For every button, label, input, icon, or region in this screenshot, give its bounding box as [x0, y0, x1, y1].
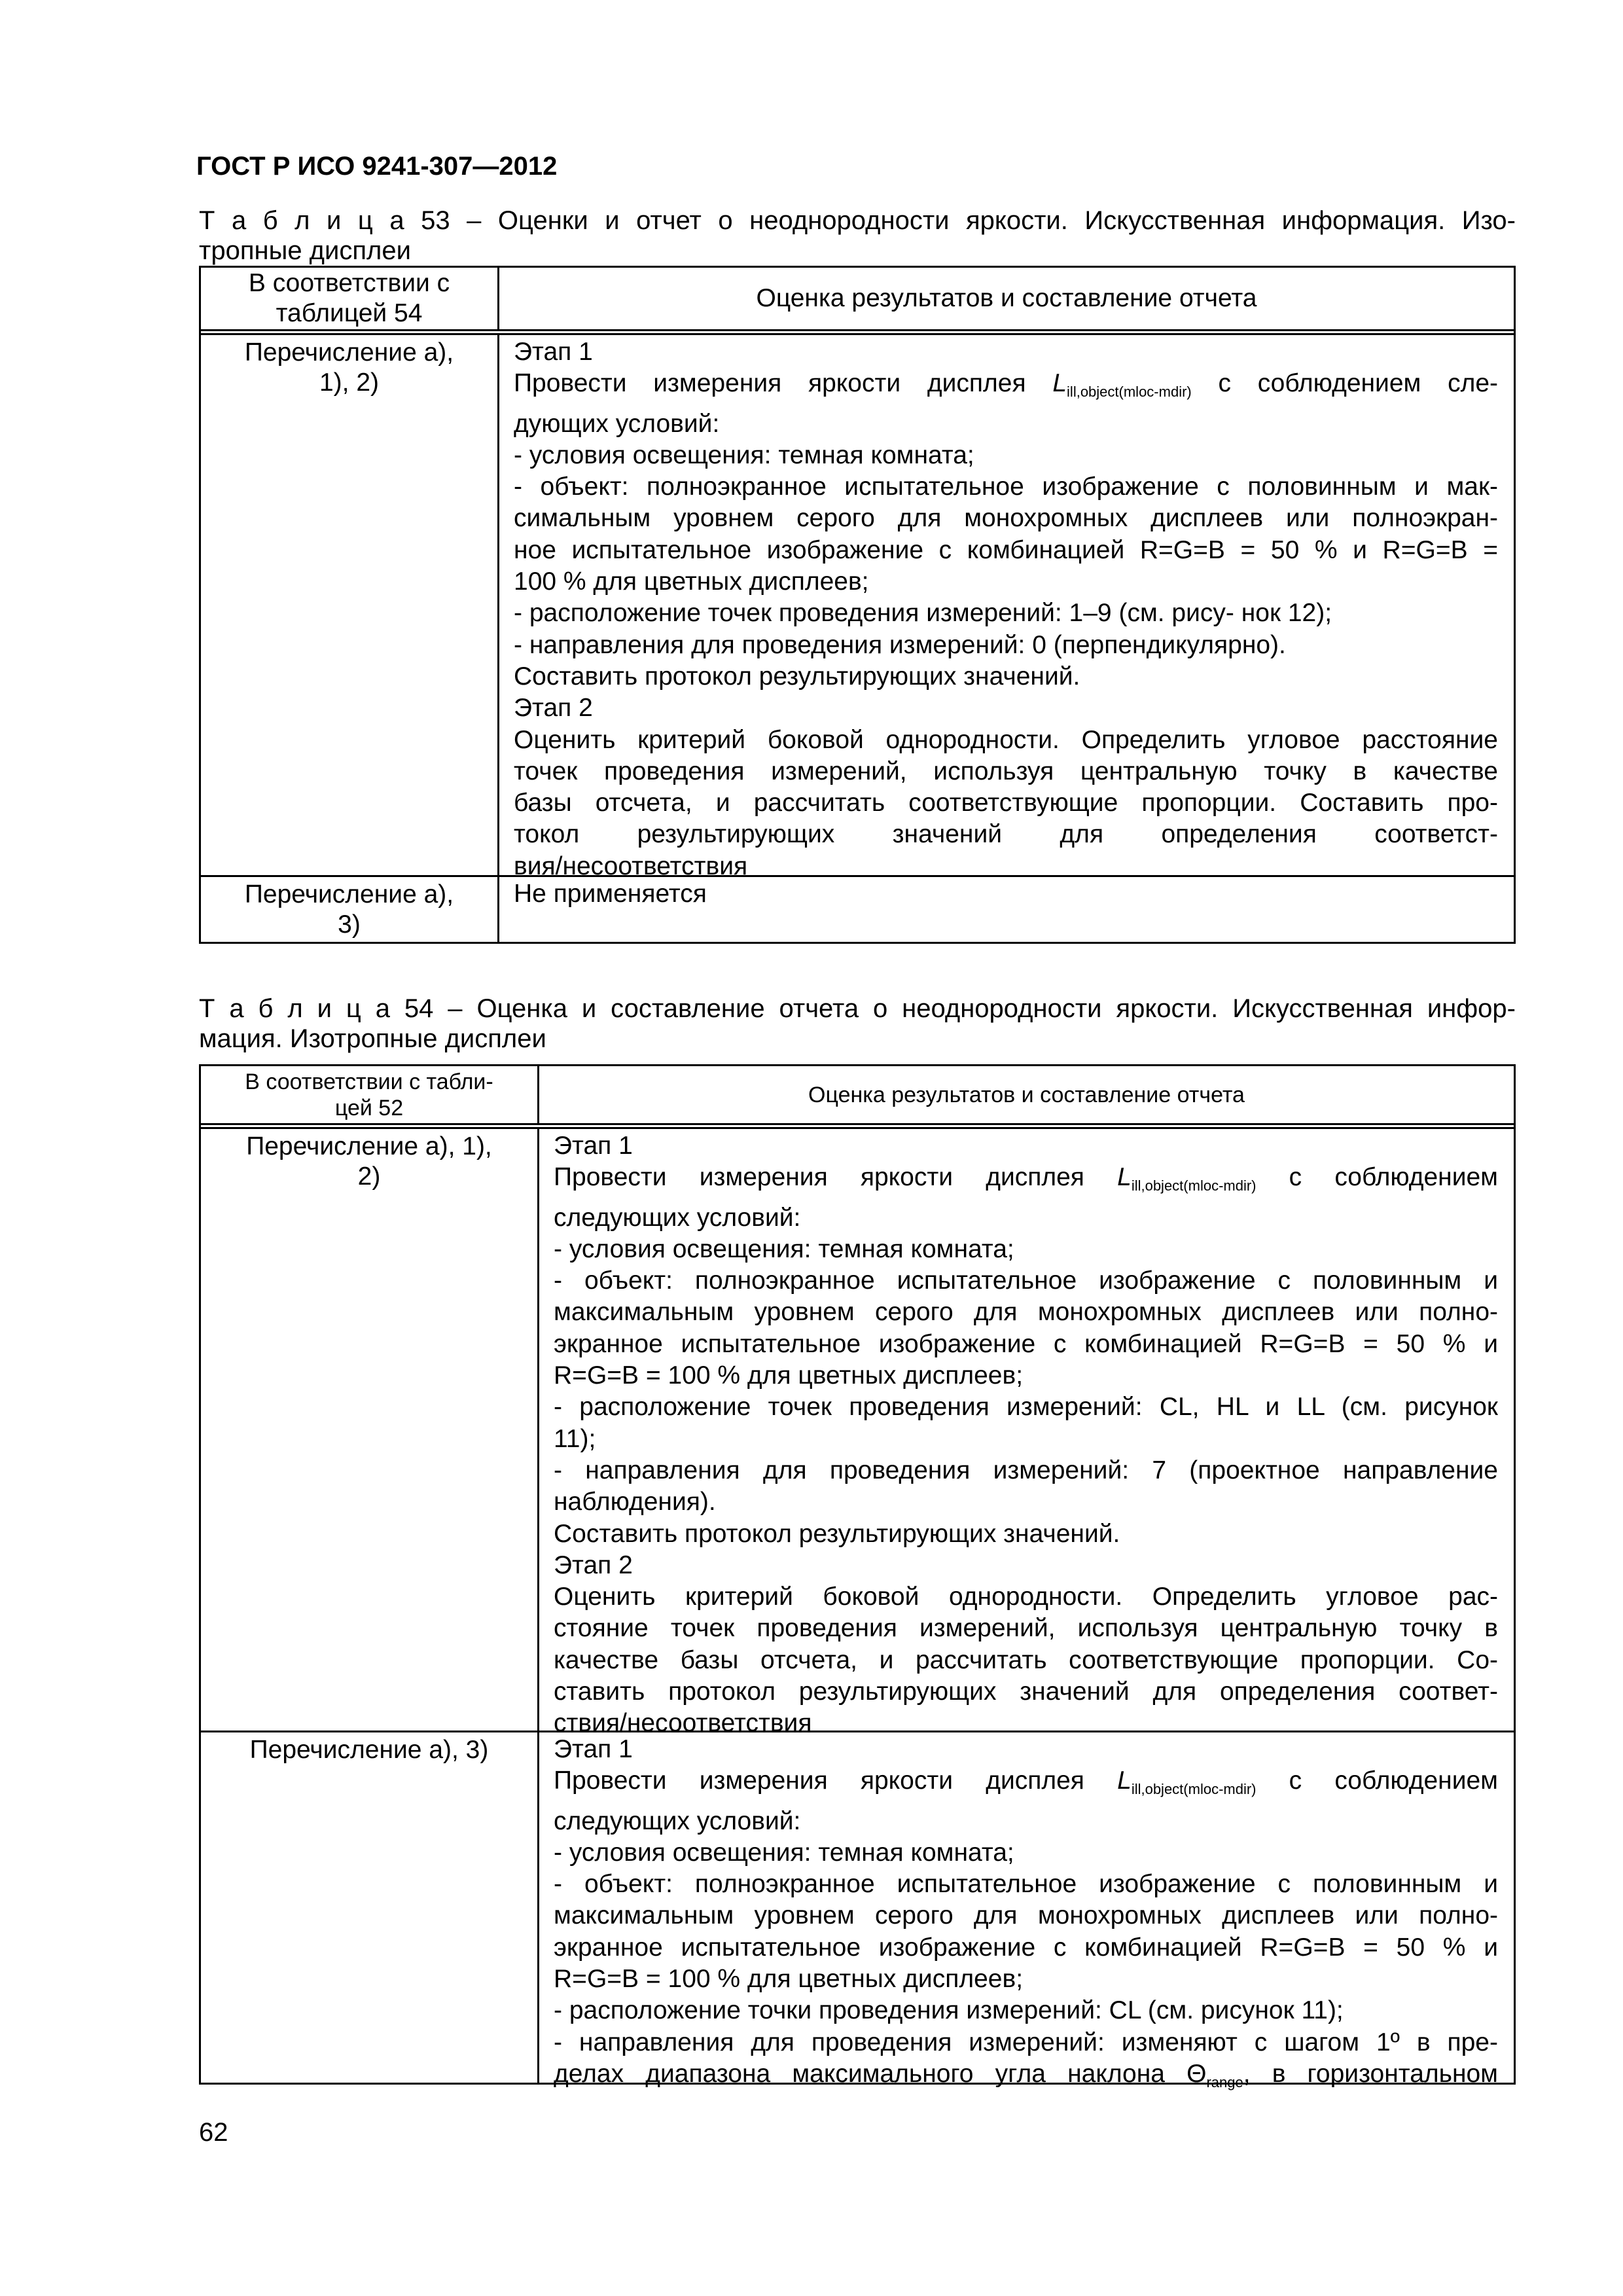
text-segment: с соблюдением [1256, 1767, 1498, 1795]
text-segment: , в горизонтальном [1243, 2059, 1498, 2088]
table-row [201, 1129, 1514, 1738]
text-line: - направления для проведения измерений: 0 (перпендикулярно). [514, 630, 1286, 659]
reference-text: 2) [357, 1162, 381, 1191]
text-line: Этап 2 [554, 1551, 633, 1579]
text-line: следующих условий: [554, 1806, 801, 1835]
text-line: - расположение точек проведения измерений: 1–9 (см. рису- нок 12); [514, 599, 1332, 628]
text-segment: Провести измерения яркости дисплея [554, 1767, 1118, 1795]
reference-text: Перечисление а), [244, 880, 454, 908]
text-line: наблюдения). [554, 1488, 716, 1516]
table-54 [199, 1064, 1516, 2090]
reference-text: Перечисление а), 1), [246, 1132, 492, 1160]
text-segment: с соблюдением сле- [1191, 369, 1499, 398]
text-line: стояние точек проведения измерений, используя центральную точку в [554, 1614, 1498, 1643]
text-line [554, 1765, 1498, 1805]
text-line: качестве базы отсчета, и рассчитать соответствующие пропорции. Со- [554, 1645, 1498, 1674]
caption-line: тропные дисплеи [199, 236, 411, 265]
table-row [201, 1732, 1514, 2090]
evaluation-cell [499, 877, 1514, 942]
text-line: экранное испытательное изображение с комбинацией R=G=B = 50 % и [554, 1329, 1498, 1358]
text-segment: с соблюдением [1256, 1163, 1498, 1192]
table-53-caption [199, 206, 1516, 266]
table-row [201, 335, 1514, 880]
text-line: - объект: полноэкранное испытательное изображение с половинным и [554, 1870, 1498, 1899]
symbol: L [1117, 1767, 1132, 1795]
text-line: - направления для проведения измерений: изменяют с шагом 1º в пре- [554, 2028, 1498, 2056]
col2-header: Оценка результатов и составление отчета [756, 283, 1257, 312]
text-line: - условия освещения: темная комната; [514, 440, 974, 469]
text-line: симальным уровнем серого для монохромных дисплеев или полноэкран- [514, 504, 1498, 533]
evaluation-cell [539, 1732, 1514, 2090]
symbol: L [1052, 369, 1067, 398]
subscript: ill,object(mloc-mdir) [1131, 1781, 1257, 1798]
document-header: ГОСТ Р ИСО 9241-307—2012 [196, 152, 558, 181]
text-line: экранное испытательное изображение с комбинацией R=G=B = 50 % и [554, 1933, 1498, 1962]
text-line [514, 368, 1498, 408]
page-number: 62 [199, 2118, 228, 2147]
text-line: токол результирующих значений для определения соответст- [514, 820, 1498, 849]
text-line: 100 % для цветных дисплеев; [514, 567, 869, 596]
text-segment: Провести измерения яркости дисплея [514, 369, 1053, 398]
text-line: - направления для проведения измерений: 7 (проектное направление [554, 1456, 1498, 1484]
text-line: максимальным уровнем серого для монохромных дисплеев или полно- [554, 1298, 1498, 1327]
text-line: Оценить критерий боковой однородности. Определить угловое расстояние [514, 725, 1498, 754]
reference-cell [201, 335, 499, 875]
text-line: ставить протокол результирующих значений для определения соответ- [554, 1677, 1498, 1706]
text-line: Этап 2 [514, 694, 593, 723]
symbol: L [1117, 1163, 1132, 1192]
text-line: базы отсчета, и рассчитать соответствующие пропорции. Составить про- [514, 789, 1498, 817]
reference-text: Перечисление а), 3) [249, 1736, 489, 1764]
text-line: Оценить критерий боковой однородности. Определить угловое рас- [554, 1583, 1498, 1611]
symbol: Θ [1186, 2059, 1207, 2088]
text-line: - объект: полноэкранное испытательное изображение с половинным и [554, 1266, 1498, 1295]
caption-line: Т а б л и ц а 53 – Оценки и отчет о неоднородности яркости. Искусственная информация. Изо- [199, 206, 1516, 235]
text-line: - условия освещения: темная комната; [554, 1838, 1014, 1867]
table-row [201, 877, 1514, 942]
text-line: вия/несоответствия [514, 852, 748, 880]
text-line: - условия освещения: темная комната; [554, 1234, 1014, 1263]
subscript: range [1206, 2073, 1243, 2090]
text-line: Этап 1 [554, 1132, 633, 1160]
text-line [554, 1162, 1498, 1202]
evaluation-cell [499, 335, 1514, 880]
caption-line: Т а б л и ц а 54 – Оценка и составление отчета о неоднородности яркости. Искусственная инфор- [199, 994, 1516, 1023]
reference-cell [201, 1732, 539, 2083]
text-line: дующих условий: [514, 409, 720, 438]
col1-header: В соответствии с табли-цей 52 [201, 1066, 539, 1123]
text-line: максимальным уровнем серого для монохромных дисплеев или полно- [554, 1901, 1498, 1930]
text-segment: делах диапазона максимального угла наклона [554, 2059, 1187, 2088]
text-line: Составить протокол результирующих значений. [554, 1519, 1120, 1548]
table-header-row [201, 1066, 1514, 1129]
text-line: Составить протокол результирующих значений. [514, 662, 1080, 691]
text-segment: Провести измерения яркости дисплея [554, 1163, 1118, 1192]
evaluation-cell [539, 1129, 1514, 1738]
table-header-row [201, 268, 1514, 335]
text-line: R=G=B = 100 % для цветных дисплеев; [554, 1361, 1024, 1390]
table-54-caption [199, 994, 1516, 1054]
col2-header: Оценка результатов и составление отчета [808, 1082, 1245, 1107]
text-line: Этап 1 [554, 1735, 633, 1763]
table-53 [199, 266, 1516, 944]
text-line: 11); [554, 1424, 596, 1453]
subscript: ill,object(mloc-mdir) [1131, 1177, 1257, 1194]
reference-cell [201, 1129, 539, 1731]
reference-text: 1), 2) [319, 368, 380, 397]
reference-text: 3) [338, 910, 361, 939]
text-line: - объект: полноэкранное испытательное изображение с половинным и мак- [514, 473, 1498, 501]
caption-line: мация. Изотропные дисплеи [199, 1024, 546, 1053]
text-line: точек проведения измерений, используя центральную точку в качестве [514, 757, 1498, 785]
col1-header: В соответствии с таблицей 54 [201, 268, 499, 329]
text-line: R=G=B = 100 % для цветных дисплеев; [554, 1965, 1024, 1994]
text-line: ствия/несоответствия [554, 1709, 812, 1738]
text-line: - расположение точки проведения измерений: CL (см. рисунок 11); [554, 1996, 1344, 2025]
text-line: Не применяется [514, 880, 707, 908]
subscript: ill,object(mloc-mdir) [1067, 384, 1192, 401]
reference-cell [201, 877, 499, 942]
reference-text: Перечисление а), [244, 338, 454, 367]
text-line: - расположение точек проведения измерений: CL, HL и LL (см. рисунок [554, 1393, 1498, 1422]
text-line: ное испытательное изображение с комбинацией R=G=B = 50 % и R=G=B = [514, 535, 1498, 564]
text-line: следующих условий: [554, 1203, 801, 1232]
text-line [554, 2058, 1498, 2098]
text-line: Этап 1 [514, 338, 593, 366]
